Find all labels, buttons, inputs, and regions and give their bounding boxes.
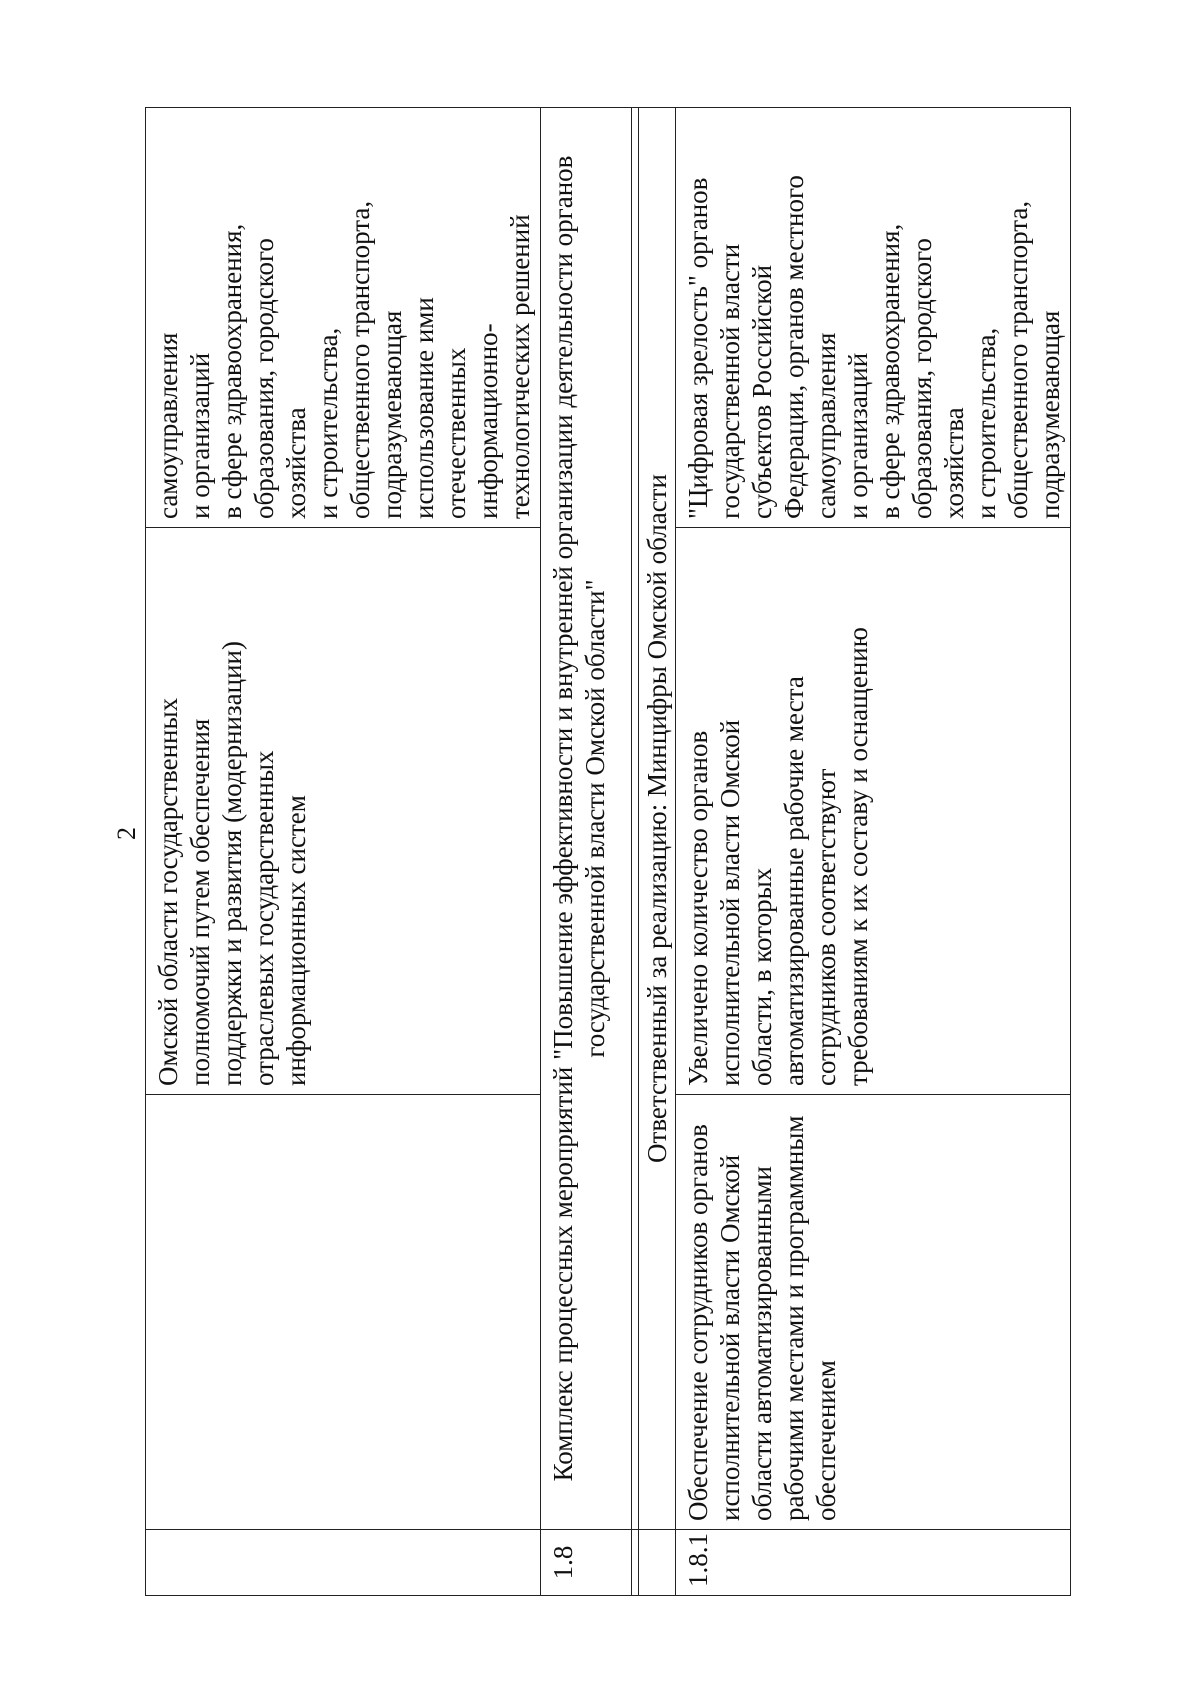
complex-title-cell: Комплекс процессных мероприятий "Повышение эффективности и внутренней организации деятельности органов государственной власти Омской области" bbox=[541, 108, 632, 1530]
measures-table bbox=[145, 107, 1071, 1596]
row-number-cell bbox=[146, 1530, 541, 1596]
page-number: 2 bbox=[112, 827, 141, 840]
empty-cell bbox=[632, 108, 639, 1530]
event-cell: Обеспечение сотрудников органов исполнительной власти Омской области автоматизированными рабочими местами и программным обеспечением bbox=[676, 1095, 1071, 1530]
table-row bbox=[639, 108, 676, 1596]
task-cell: Омской области государственных полномочий путем обеспечения поддержки и развития (модернизации) отраслевых государственных информационных систем bbox=[146, 528, 541, 1095]
table-row bbox=[541, 108, 632, 1596]
result-cell: "Цифровая зрелость" органов государственной власти субъектов Российской Федерации, органов местного самоуправления и организаций в сфере здравоохранения, образования, городского хозяйства и строительства, общественного транспорта, подразумевающая bbox=[676, 108, 1071, 528]
table-row bbox=[676, 108, 1071, 1596]
task-cell: Увеличено количество органов исполнительной власти Омской области, в которых автоматизированные рабочие места сотрудников соответствуют требованиям к их составу и оснащению bbox=[676, 528, 1071, 1095]
table-row bbox=[146, 108, 541, 1596]
row-number-cell: 1.8 bbox=[541, 1530, 632, 1596]
event-cell bbox=[146, 1095, 541, 1530]
empty-cell bbox=[639, 1530, 676, 1596]
result-cell: самоуправления и организаций в сфере здравоохранения, образования, городского хозяйства и строительства, общественного транспорта, подразумевающая использование ими отечественных информационно- технологических решений bbox=[146, 108, 541, 528]
responsible-cell: Ответственный за реализацию: Минцифры Омской области bbox=[639, 108, 676, 1530]
rotated-table-container bbox=[145, 108, 1065, 1596]
separator-row bbox=[632, 108, 639, 1596]
row-number-cell: 1.8.1 bbox=[676, 1530, 1071, 1596]
empty-cell bbox=[632, 1530, 639, 1596]
